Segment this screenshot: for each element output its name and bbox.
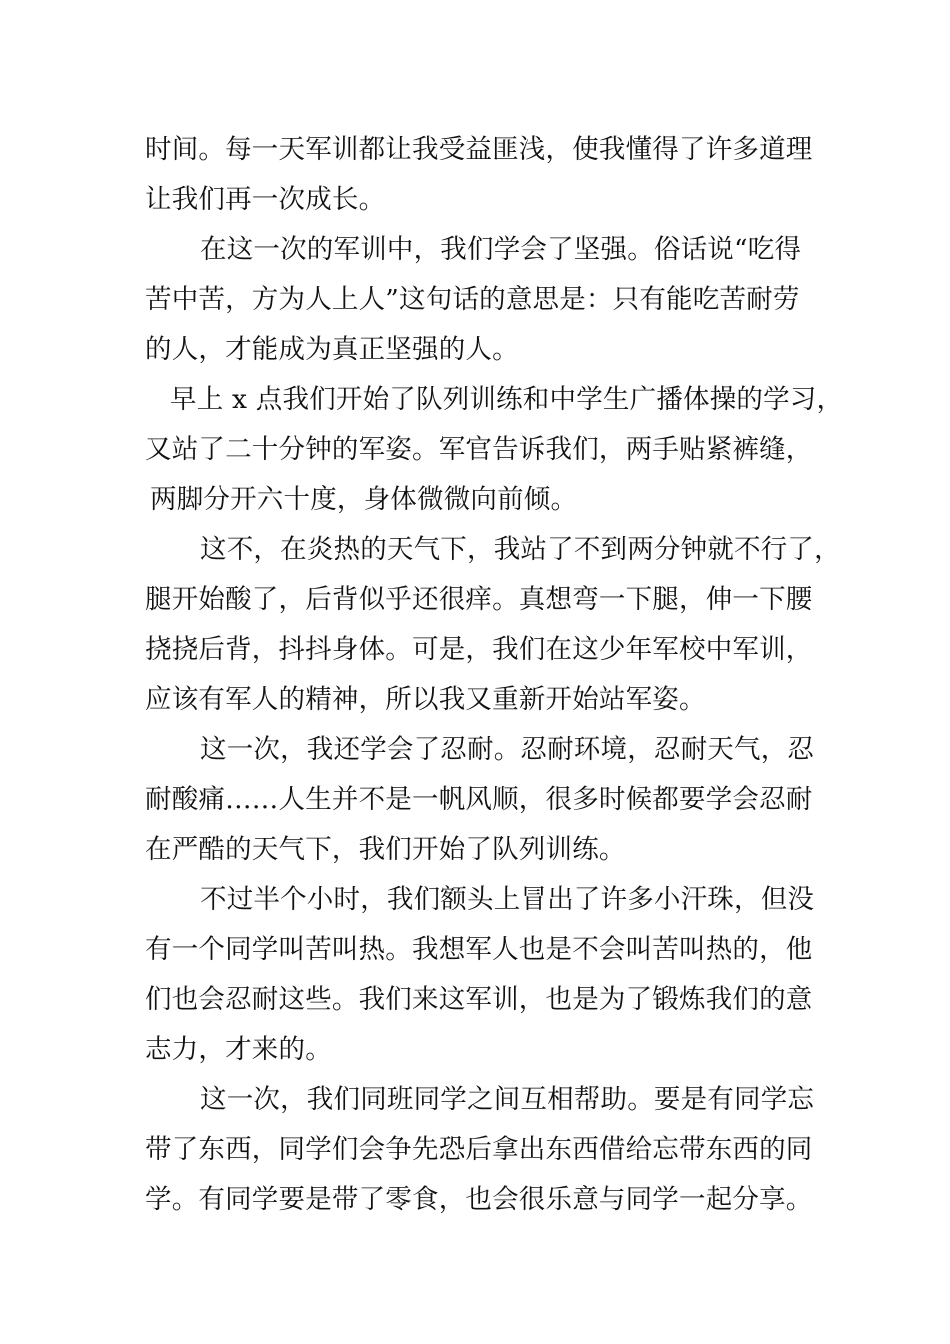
- text-line: 耐酸痛……人生并不是一帆风顺，很多时候都要学会忍耐: [145, 784, 813, 815]
- text-line: 让我们再一次成长。: [145, 184, 386, 215]
- paragraph-start-line: 这不，在炎热的天气下，我站了不到两分钟就不行了，: [200, 534, 841, 565]
- text-line: 挠挠后背，抖抖身体。可是，我们在这少年军校中军训，: [145, 634, 813, 665]
- text-line: 应该有军人的精神，所以我又重新开始站军姿。: [145, 684, 706, 715]
- text-line: 的人，才能成为真正坚强的人。: [145, 334, 519, 365]
- text-line: 带了东西，同学们会争先恐后拿出东西借给忘带东西的同: [145, 1134, 813, 1165]
- text-line: 在严酷的天气下，我们开始了队列训练。: [145, 834, 626, 865]
- paragraph-start-line: 这一次，我们同班同学之间互相帮助。要是有同学忘: [200, 1084, 815, 1115]
- text-line: 腿开始酸了，后背似乎还很痒。真想弯一下腿，伸一下腰: [145, 584, 813, 615]
- paragraph-start-line: 在这一次的军训中，我们学会了坚强。俗话说“吃得: [200, 234, 802, 265]
- text-line: 苦中苦，方为人上人”这句话的意思是：只有能吃苦耐劳: [145, 284, 800, 315]
- text-line: 时间。每一天军训都让我受益匪浅，使我懂得了许多道理: [145, 134, 813, 165]
- paragraph-start-line: 这一次，我还学会了忍耐。忍耐环境，忍耐天气，忍: [200, 734, 815, 765]
- text-line: 学。有同学要是带了零食，也会很乐意与同学一起分享。: [145, 1184, 813, 1215]
- text-line: 们也会忍耐这些。我们来这军训，也是为了锻炼我们的意: [145, 984, 813, 1015]
- text-line: 两脚分开六十度，身体微微向前倾。: [150, 484, 578, 515]
- paragraph-start-line: 早上 x 点我们开始了队列训练和中学生广播体操的学习，: [170, 384, 844, 415]
- text-line: 志力，才来的。: [145, 1034, 332, 1065]
- paragraph-start-line: 不过半个小时，我们额头上冒出了许多小汗珠，但没: [200, 884, 815, 915]
- text-line: 又站了二十分钟的军姿。军官告诉我们，两手贴紧裤缝，: [145, 434, 813, 465]
- text-line: 有一个同学叫苦叫热。我想军人也是不会叫苦叫热的，他: [145, 934, 813, 965]
